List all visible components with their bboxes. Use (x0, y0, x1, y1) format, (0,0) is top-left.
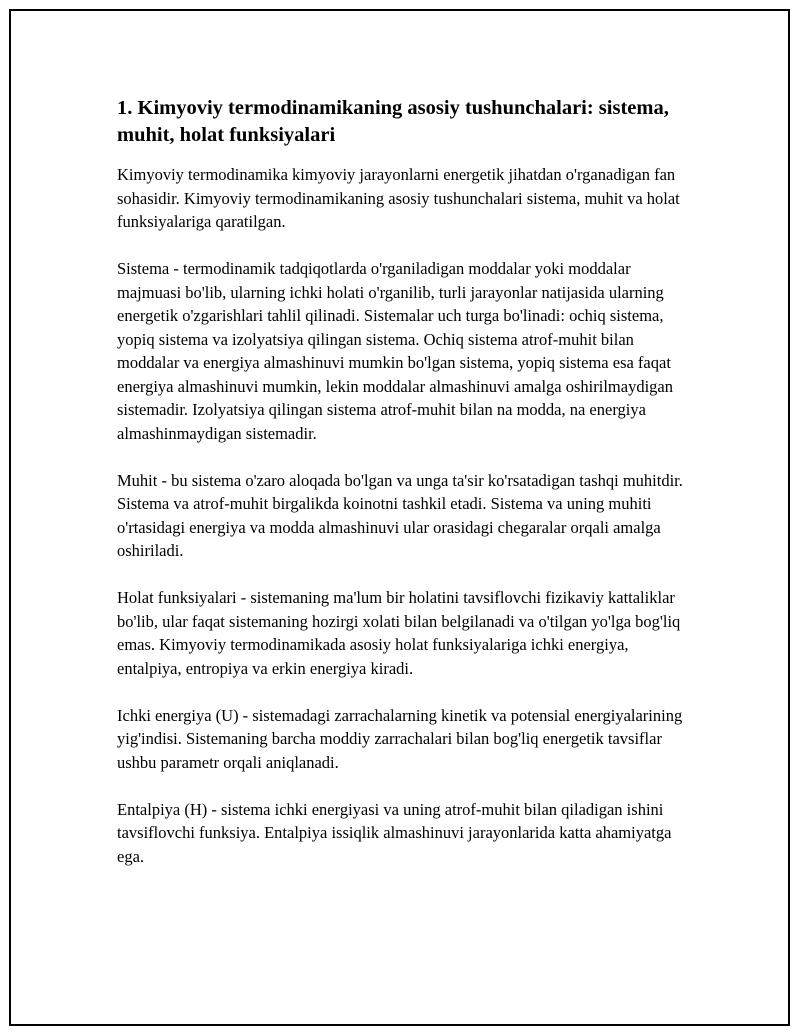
intro-paragraph: Kimyoviy termodinamika kimyoviy jarayonlarni energetik jihatdan o'rganadigan fan sohasidir. Kimyoviy termodinamikaning asosiy tushunchalari sistema, muhit va holat funksiyalariga qaratilgan. (117, 165, 680, 231)
document-body (117, 95, 697, 892)
holat-funksiyalari-paragraph: Holat funksiyalari - sistemaning ma'lum bir holatini tavsiflovchi fizikaviy kattaliklar bo'lib, ular faqat sistemaning hozirgi xolati bilan belgilanadi va o'tilgan yo'lga bog'liq emas. Kimyoviy termodinamikada asosiy holat funksiyalariga ichki energiya, entalpiya, entropiya va erkin energiya kiradi. (117, 588, 681, 678)
muhit-paragraph: Muhit - bu sistema o'zaro aloqada bo'lgan va unga ta'sir ko'rsatadigan tashqi muhitdir. Sistema va atrof-muhit birgalikda koinotni tashkil etadi. Sistema va uning muhiti o'rtasidagi energiya va modda almashinuvi ular orasidagi chegaralar orqali amalga oshiriladi. (117, 470, 683, 560)
sistema-paragraph: Sistema - termodinamik tadqiqotlarda o'rganiladigan moddalar yoki moddalar majmuasi bo'lib, ularning ichki holati o'rganilib, turli jarayonlar natijasida ularning energetik o'zgarishlari tahlil qilinadi. Sistemalar uch turga bo'linadi: ochiq sistema, yopiq sistema va izolyatsiya qilingan sistema. Ochiq sistema atrof-muhit bilan moddalar va energiya almashinuvi mumkin bo'lgan sistema, yopiq sistema esa faqat energiya almashinuvi mumkin, lekin moddalar almashinuvi amalga oshirilmaydigan sistemadir. Izolyatsiya qilingan sistema atrof-muhit bilan na modda, na energiya almashinmaydigan sistemadir. (117, 259, 673, 443)
section-heading: 1. Kimyoviy termodinamikaning asosiy tushunchalari: sistema, muhit, holat funksiyalari (117, 97, 669, 146)
entalpiya-paragraph: Entalpiya (H) - sistema ichki energiyasi va uning atrof-muhit bilan qiladigan ishini tavsiflovchi funksiya. Entalpiya issiqlik almashinuvi jarayonlarida katta ahamiyatga ega. (117, 799, 672, 866)
ichki-energiya-paragraph: Ichki energiya (U) - sistemadagi zarrachalarning kinetik va potensial energiyalarining yig'indisi. Sistemaning barcha moddiy zarrachalari bilan bog'liq energetik tavsiflar ushbu parametr orqali aniqlanadi. (117, 705, 683, 772)
